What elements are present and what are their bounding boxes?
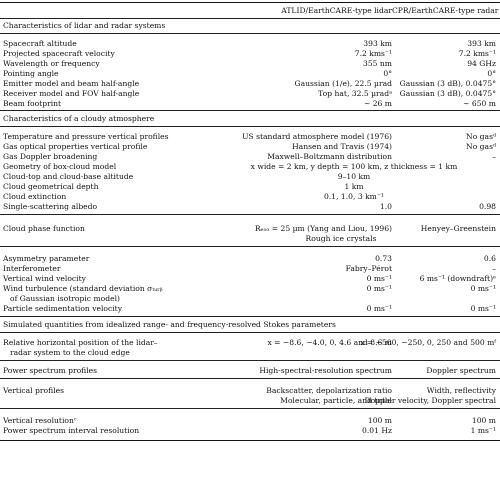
row-label: Cloud geometrical depth	[3, 182, 99, 191]
rule	[0, 214, 500, 215]
bottom-rule	[0, 440, 500, 441]
radar-value: 0 ms⁻¹	[470, 304, 496, 313]
radar-value: Width, reflectivity	[426, 386, 496, 395]
radar-value: –	[492, 264, 496, 273]
section-label: Characteristics of lidar and radar systems	[3, 21, 166, 30]
row-label: Cloud extinction	[3, 192, 67, 201]
row-label: Geometry of box-cloud model	[3, 162, 117, 171]
lidar-value: Top hat, 32.5 µradᵃ	[318, 89, 392, 98]
lidar-value: 0°	[383, 69, 392, 78]
rule	[0, 408, 500, 409]
radar-value: Doppler velocity, Doppler spectral	[364, 396, 496, 405]
row-label: of Gaussian isotropic model)	[10, 294, 120, 303]
rule	[0, 126, 500, 127]
lidar-value: Rough ice crystals	[305, 234, 377, 243]
shared-value: 0.1, 1.0, 3 km⁻¹	[324, 192, 384, 201]
row-label: Gas optical properties vertical profile	[3, 142, 148, 151]
lidar-value: Maxwell–Boltzmann distribution	[267, 152, 392, 161]
rule	[0, 360, 500, 361]
row-label: Wind turbulence (standard deviation σₜᵤᵣᵦ	[3, 284, 163, 293]
lidar-value: 100 m	[367, 416, 392, 425]
radar-value: 0 ms⁻¹	[470, 284, 496, 293]
row-label: Emitter model and beam half-angle	[3, 79, 140, 88]
radar-value: x = −500, −250, 0, 250 and 500 mᶠ	[360, 338, 496, 347]
lidar-value: 0 ms⁻¹	[366, 284, 392, 293]
rule	[0, 33, 500, 34]
section-label: Characteristics of a cloudy atmosphere	[3, 114, 155, 123]
row-label: Temperature and pressure vertical profiles	[3, 132, 169, 141]
radar-value: 6 ms⁻¹ (downdraft)ᵉ	[419, 274, 496, 283]
lidar-value: Molecular, particle, and total	[280, 396, 392, 405]
lidar-value: Rₑₒₒ = 25 µm (Yang and Liou, 1996)	[254, 224, 392, 233]
radar-value: Gaussian (3 dB), 0.0475°	[399, 89, 496, 98]
row-label: Gas Doppler broadening	[3, 152, 98, 161]
row-label: Projected spacecraft velocity	[3, 49, 115, 58]
top-rule	[0, 2, 500, 3]
radar-value: No gasᵈ	[466, 132, 496, 141]
row-label: Particle sedimentation velocity	[3, 304, 123, 313]
rule	[0, 332, 500, 333]
radar-value: 100 m	[471, 416, 496, 425]
rule	[0, 110, 500, 111]
row-label: Beam footprint	[3, 99, 62, 108]
radar-spectrum-label: Doppler spectrum	[426, 366, 496, 375]
row-label: Interferometer	[3, 264, 61, 273]
lidar-value: 7.2 kms⁻¹	[354, 49, 392, 58]
radar-value: 0.6	[483, 254, 496, 263]
row-label: Receiver model and FOV half-angle	[3, 89, 140, 98]
row-label: Power spectrum interval resolution	[3, 426, 140, 435]
row-label: Relative horizontal position of the lidar–	[3, 338, 158, 347]
header-radar: CPR/EarthCARE-type radar	[392, 6, 499, 15]
lidar-value: 0.01 Hz	[362, 426, 392, 435]
lidar-spectrum-label: High-spectral-resolution spectrum	[259, 366, 392, 375]
row-label: Vertical resolutionᶜ	[3, 416, 77, 425]
section-label: Power spectrum profiles	[3, 366, 98, 375]
row-label: Asymmetry parameter	[3, 254, 90, 263]
row-label: Single-scattering albedo	[3, 202, 98, 211]
radar-value: 0.98	[479, 202, 496, 211]
radar-value: 94 GHz	[467, 59, 496, 68]
lidar-value: 0 ms⁻¹	[366, 304, 392, 313]
rule	[0, 18, 500, 19]
shared-value: x wide = 2 km, y depth = 100 km, z thickness = 1 km	[250, 162, 458, 171]
lidar-value: 1.0	[379, 202, 392, 211]
shared-value: 1 km	[344, 182, 364, 191]
radar-value: 1 ms⁻¹	[470, 426, 496, 435]
lidar-value: ∼ 26 m	[363, 99, 392, 108]
row-label: Vertical profiles	[3, 386, 64, 395]
lidar-value: US standard atmosphere model (1976)	[242, 132, 392, 141]
rule	[0, 316, 500, 317]
radar-value: Henyey–Greenstein	[420, 224, 496, 233]
row-label: Vertical wind velocity	[3, 274, 86, 283]
row-label: Wavelength or frequency	[3, 59, 100, 68]
lidar-value: 355 nm	[363, 59, 392, 68]
shared-value: 9–10 km	[337, 172, 371, 181]
section-label: Simulated quantities from idealized range- and frequency-resolved Stokes parameters	[3, 320, 336, 329]
radar-value: 393 km	[467, 39, 496, 48]
lidar-value: Backscatter, depolarization ratio	[266, 386, 392, 395]
radar-value: No gasᵈ	[466, 142, 496, 151]
lidar-value: Hansen and Travis (1974)	[292, 142, 392, 151]
row-label: Pointing angle	[3, 69, 59, 78]
rule	[0, 378, 500, 379]
lidar-value: x = −8.6, −4.0, 0, 4.6 and 8.6 m	[267, 338, 392, 347]
radar-value: Gaussian (3 dB), 0.0475°	[399, 79, 496, 88]
lidar-value: 0.73	[375, 254, 392, 263]
row-label: Cloud phase function	[3, 224, 85, 233]
rule	[0, 246, 500, 247]
lidar-value: Fabry–Pérot	[345, 264, 392, 273]
radar-value: ∼ 650 m	[463, 99, 496, 108]
row-label: radar system to the cloud edge	[10, 348, 130, 357]
radar-value: –	[492, 152, 496, 161]
row-label: Cloud-top and cloud-base altitude	[3, 172, 134, 181]
lidar-value: Gaussian (1/e), 22.5 µrad	[294, 79, 392, 88]
lidar-value: 0 ms⁻¹	[366, 274, 392, 283]
row-label: Spacecraft altitude	[3, 39, 77, 48]
lidar-value: 393 km	[363, 39, 392, 48]
radar-value: 0°	[487, 69, 496, 78]
header-lidar: ATLID/EarthCARE-type lidar	[281, 6, 392, 15]
radar-value: 7.2 kms⁻¹	[458, 49, 496, 58]
